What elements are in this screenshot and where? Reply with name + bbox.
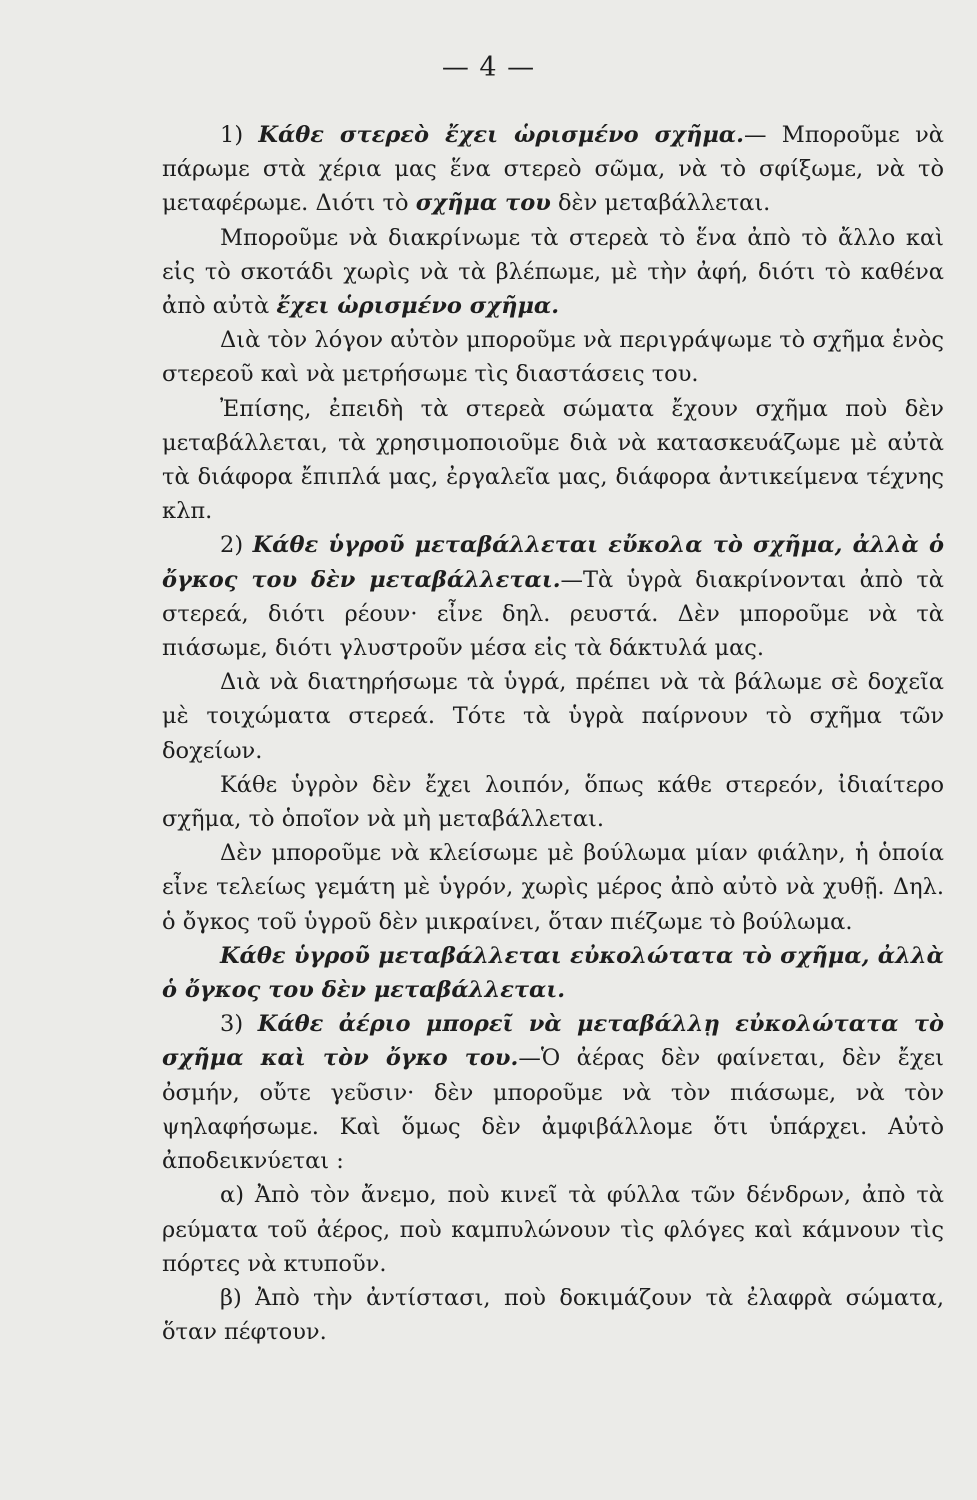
text-run: 3)	[220, 1011, 258, 1038]
paragraph	[162, 528, 944, 665]
text-run: —Τὰ ὑγρὰ διακρίνονται ἀπὸ τὰ στερεά, διότι ρέουν· εἶνε δηλ. ρευστά. Δὲν μποροῦμε νὰ τὰ πιάσωμε, διότι γλυστροῦν μέσα εἰς τὰ δάκτυλά μας.	[162, 566, 944, 662]
emphasized-text: Κάθε στερεὸ ἔχει ὡρισμένο σχῆμα.	[258, 122, 744, 148]
text-run: Μποροῦμε νὰ διακρίνωμε τὰ στερεὰ τὸ ἕνα ἀπὸ τὸ ἄλλο καὶ εἰς τὸ σκοτάδι χωρὶς νὰ τὰ βλέπωμε, μὲ τὴν ἀφή, διότι τὸ καθένα ἀπὸ αὐτὰ	[162, 224, 944, 320]
paragraph	[162, 1178, 944, 1281]
emphasized-text: Κάθε ὑγροῦ μεταβάλλεται εὐκολώτατα τὸ σχῆμα, ἀλλὰ ὁ ὄγκος του δὲν μεταβάλλεται.	[162, 942, 944, 1004]
text-run: Δὲν μποροῦμε νὰ κλείσωμε μὲ βούλωμα μίαν φιάλην, ἡ ὁποία εἶνε τελείως γεμάτη μὲ ὑγρόν, χωρὶς μέρος ἀπὸ αὐτὸ νὰ χυθῇ. Δηλ. ὁ ὄγκος τοῦ ὑγροῦ δὲν μικραίνει, ὅταν πιέζωμε τὸ βούλωμα.	[162, 840, 944, 935]
text-run: 1)	[220, 122, 259, 148]
paragraph	[162, 392, 944, 529]
text-run: Διὰ τὸν λόγον αὐτὸν μποροῦμε νὰ περιγράψωμε τὸ σχῆμα ἑνὸς στερεοῦ καὶ νὰ μετρήσωμε τὶς διαστάσεις του.	[162, 327, 944, 388]
text-run: 2)	[220, 532, 253, 559]
paragraph	[162, 768, 944, 836]
text-run: — Μποροῦμε νὰ πάρωμε στὰ χέρια μας ἕνα στερεὸ σῶμα, νὰ τὸ σφίξωμε, νὰ τὸ μεταφέρωμε. Διότι τὸ	[162, 122, 944, 217]
text-run: Κάθε ὑγρὸν δὲν ἔχει λοιπόν, ὅπως κάθε στερεόν, ἰδιαίτερο σχῆμα, τὸ ὁποῖον νὰ μὴ μεταβάλλεται.	[162, 771, 944, 833]
paragraph	[162, 939, 944, 1007]
text-run: —Ὁ ἀέρας δὲν φαίνεται, δὲν ἔχει ὀσμήν, οὔτε γεῦσιν· δὲν μποροῦμε νὰ τὸν πιάσωμε, νὰ τὸν ψηλαφήσωμε. Καὶ ὅμως δὲν ἀμφιβάλλομε ὅτι ὑπάρχει. Αὐτὸ ἀποδεικνύεται :	[162, 1045, 944, 1175]
text-run: β) Ἀπὸ τὴν ἀντίστασι, ποὺ δοκιμάζουν τὰ ἐλαφρὰ σώματα, ὅταν πέφτουν.	[162, 1284, 944, 1346]
text-run: δὲν μεταβάλλεται.	[550, 190, 771, 217]
emphasized-text: σχῆμα του	[415, 190, 551, 217]
paragraph	[162, 1281, 944, 1349]
emphasized-text: Κάθε ἀέριο μπορεῖ νὰ μεταβάλλῃ εὐκολώτατα τὸ σχῆμα καὶ τὸν ὄγκο του.	[162, 1011, 944, 1072]
page-number: — 4 —	[441, 52, 536, 83]
text-run: Ἐπίσης, ἐπειδὴ τὰ στερεὰ σώματα ἔχουν σχῆμα ποὺ δὲν μεταβάλλεται, τὰ χρησιμοποιοῦμε διὰ νὰ κατασκευάζωμε μὲ αὐτὰ τὰ διάφορα ἔπιπλά μας, ἐργαλεῖα μας, διάφορα ἀντικείμενα τέχνης κλπ.	[162, 395, 944, 525]
emphasized-text: Κάθε ὑγροῦ μεταβάλλεται εὔκολα τὸ σχῆμα, ἀλλὰ ὁ ὄγκος του δὲν μεταβάλλεται.	[162, 532, 944, 593]
paragraph	[162, 323, 944, 391]
text-run: Διὰ νὰ διατηρήσωμε τὰ ὑγρά, πρέπει νὰ τὰ βάλωμε σὲ δοχεῖα μὲ τοιχώματα στερεά. Τότε τὰ ὑγρὰ παίρνουν τὸ σχῆμα τῶν δοχείων.	[162, 669, 944, 764]
paragraph	[162, 665, 944, 768]
paragraph	[162, 1007, 944, 1178]
paragraph	[162, 836, 944, 939]
emphasized-text: ἔχει ὡρισμένο σχῆμα.	[276, 293, 560, 320]
body-text	[162, 118, 944, 1349]
paragraph	[162, 118, 944, 221]
text-run: α) Ἀπὸ τὸν ἄνεμο, ποὺ κινεῖ τὰ φύλλα τῶν δένδρων, ἀπὸ τὰ ρεύματα τοῦ ἀέρος, ποὺ καμπυλώνουν τὶς φλόγες καὶ κάμνουν τὶς πόρτες νὰ κτυποῦν.	[162, 1182, 944, 1277]
paragraph	[162, 221, 944, 324]
